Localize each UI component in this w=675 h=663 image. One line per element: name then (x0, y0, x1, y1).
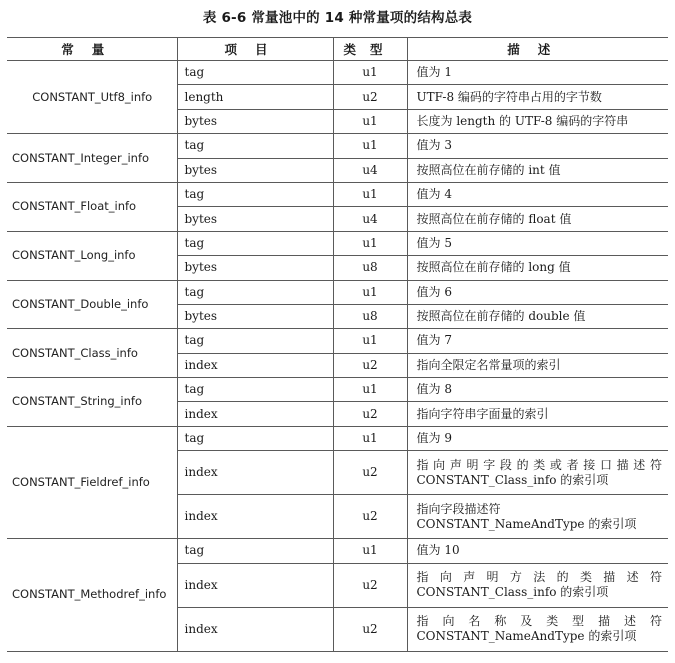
desc-cell: 长度为 length 的 UTF-8 编码的字符串 (407, 109, 668, 133)
item-cell: index (177, 402, 333, 426)
type-cell: u4 (333, 207, 407, 231)
constant-name: CONSTANT_Utf8_info (7, 61, 177, 134)
type-cell: u2 (333, 353, 407, 377)
type-cell: u8 (333, 256, 407, 280)
desc-cell: 值为 9 (407, 426, 668, 450)
desc-cell: 值为 5 (407, 231, 668, 255)
desc-cell: 值为 6 (407, 280, 668, 304)
table-row (7, 539, 668, 563)
constant-name: CONSTANT_Float_info (7, 182, 177, 231)
item-cell: tag (177, 61, 333, 85)
desc-cell: 值为 7 (407, 329, 668, 353)
desc-cell: 按照高位在前存储的 long 值 (407, 256, 668, 280)
desc-cell: 值为 4 (407, 182, 668, 206)
type-cell: u1 (333, 182, 407, 206)
item-cell: bytes (177, 109, 333, 133)
table-row (7, 378, 668, 402)
header-item: 项目 (177, 38, 333, 61)
type-cell: u1 (333, 378, 407, 402)
constant-name: CONSTANT_Double_info (7, 280, 177, 329)
desc-cell: 值为 1 (407, 61, 668, 85)
type-cell: u1 (333, 231, 407, 255)
item-cell: tag (177, 426, 333, 450)
desc-cell: 按照高位在前存储的 double 值 (407, 304, 668, 328)
type-cell: u4 (333, 158, 407, 182)
desc-cell: 值为 8 (407, 378, 668, 402)
table-row (7, 329, 668, 353)
constant-name: CONSTANT_Long_info (7, 231, 177, 280)
item-cell: bytes (177, 207, 333, 231)
constant-name: CONSTANT_Class_info (7, 329, 177, 378)
desc-cell: 值为 3 (407, 134, 668, 158)
header-constant: 常量 (7, 38, 177, 61)
type-cell: u1 (333, 329, 407, 353)
item-cell: tag (177, 280, 333, 304)
item-cell: tag (177, 134, 333, 158)
item-cell: tag (177, 539, 333, 563)
type-cell: u2 (333, 607, 407, 651)
desc-cell: 按照高位在前存储的 int 值 (407, 158, 668, 182)
item-cell: tag (177, 231, 333, 255)
constant-pool-table (7, 37, 668, 652)
desc-cell: UTF-8 编码的字符串占用的字节数 (407, 85, 668, 109)
table-row (7, 61, 668, 85)
desc-cell: 指向全限定名常量项的索引 (407, 353, 668, 377)
type-cell: u2 (333, 495, 407, 539)
desc-cell: 按照高位在前存储的 float 值 (407, 207, 668, 231)
item-cell: bytes (177, 304, 333, 328)
type-cell: u8 (333, 304, 407, 328)
item-cell: length (177, 85, 333, 109)
desc-cell: 指向声明方法的类描述符 CONSTANT_Class_info 的索引项 (407, 563, 668, 607)
constant-name: CONSTANT_String_info (7, 378, 177, 427)
item-cell: tag (177, 378, 333, 402)
constant-name: CONSTANT_Methodref_info (7, 539, 177, 651)
type-cell: u2 (333, 85, 407, 109)
item-cell: index (177, 353, 333, 377)
table-row (7, 182, 668, 206)
type-cell: u2 (333, 563, 407, 607)
item-cell: bytes (177, 158, 333, 182)
table-row (7, 231, 668, 255)
item-cell: index (177, 495, 333, 539)
table-row (7, 280, 668, 304)
desc-cell: 指向声明字段的类或者接口描述符 CONSTANT_Class_info 的索引项 (407, 451, 668, 495)
desc-cell: 指向字段描述符 CONSTANT_NameAndType 的索引项 (407, 495, 668, 539)
item-cell: tag (177, 329, 333, 353)
table-row (7, 134, 668, 158)
desc-cell: 指向名称及类型描述符 CONSTANT_NameAndType 的索引项 (407, 607, 668, 651)
type-cell: u1 (333, 539, 407, 563)
type-cell: u1 (333, 426, 407, 450)
header-row (7, 38, 668, 61)
constant-name: CONSTANT_Fieldref_info (7, 426, 177, 538)
type-cell: u1 (333, 280, 407, 304)
type-cell: u1 (333, 61, 407, 85)
constant-name: CONSTANT_Integer_info (7, 134, 177, 183)
item-cell: tag (177, 182, 333, 206)
type-cell: u1 (333, 109, 407, 133)
type-cell: u1 (333, 134, 407, 158)
type-cell: u2 (333, 451, 407, 495)
item-cell: index (177, 451, 333, 495)
header-type: 类型 (333, 38, 407, 61)
table-row (7, 426, 668, 450)
desc-cell: 值为 10 (407, 539, 668, 563)
table-caption: 表 6-6 常量池中的 14 种常量项的结构总表 (202, 10, 473, 26)
desc-cell: 指向字符串字面量的索引 (407, 402, 668, 426)
type-cell: u2 (333, 402, 407, 426)
header-desc: 描述 (407, 38, 668, 61)
item-cell: index (177, 607, 333, 651)
item-cell: bytes (177, 256, 333, 280)
item-cell: index (177, 563, 333, 607)
